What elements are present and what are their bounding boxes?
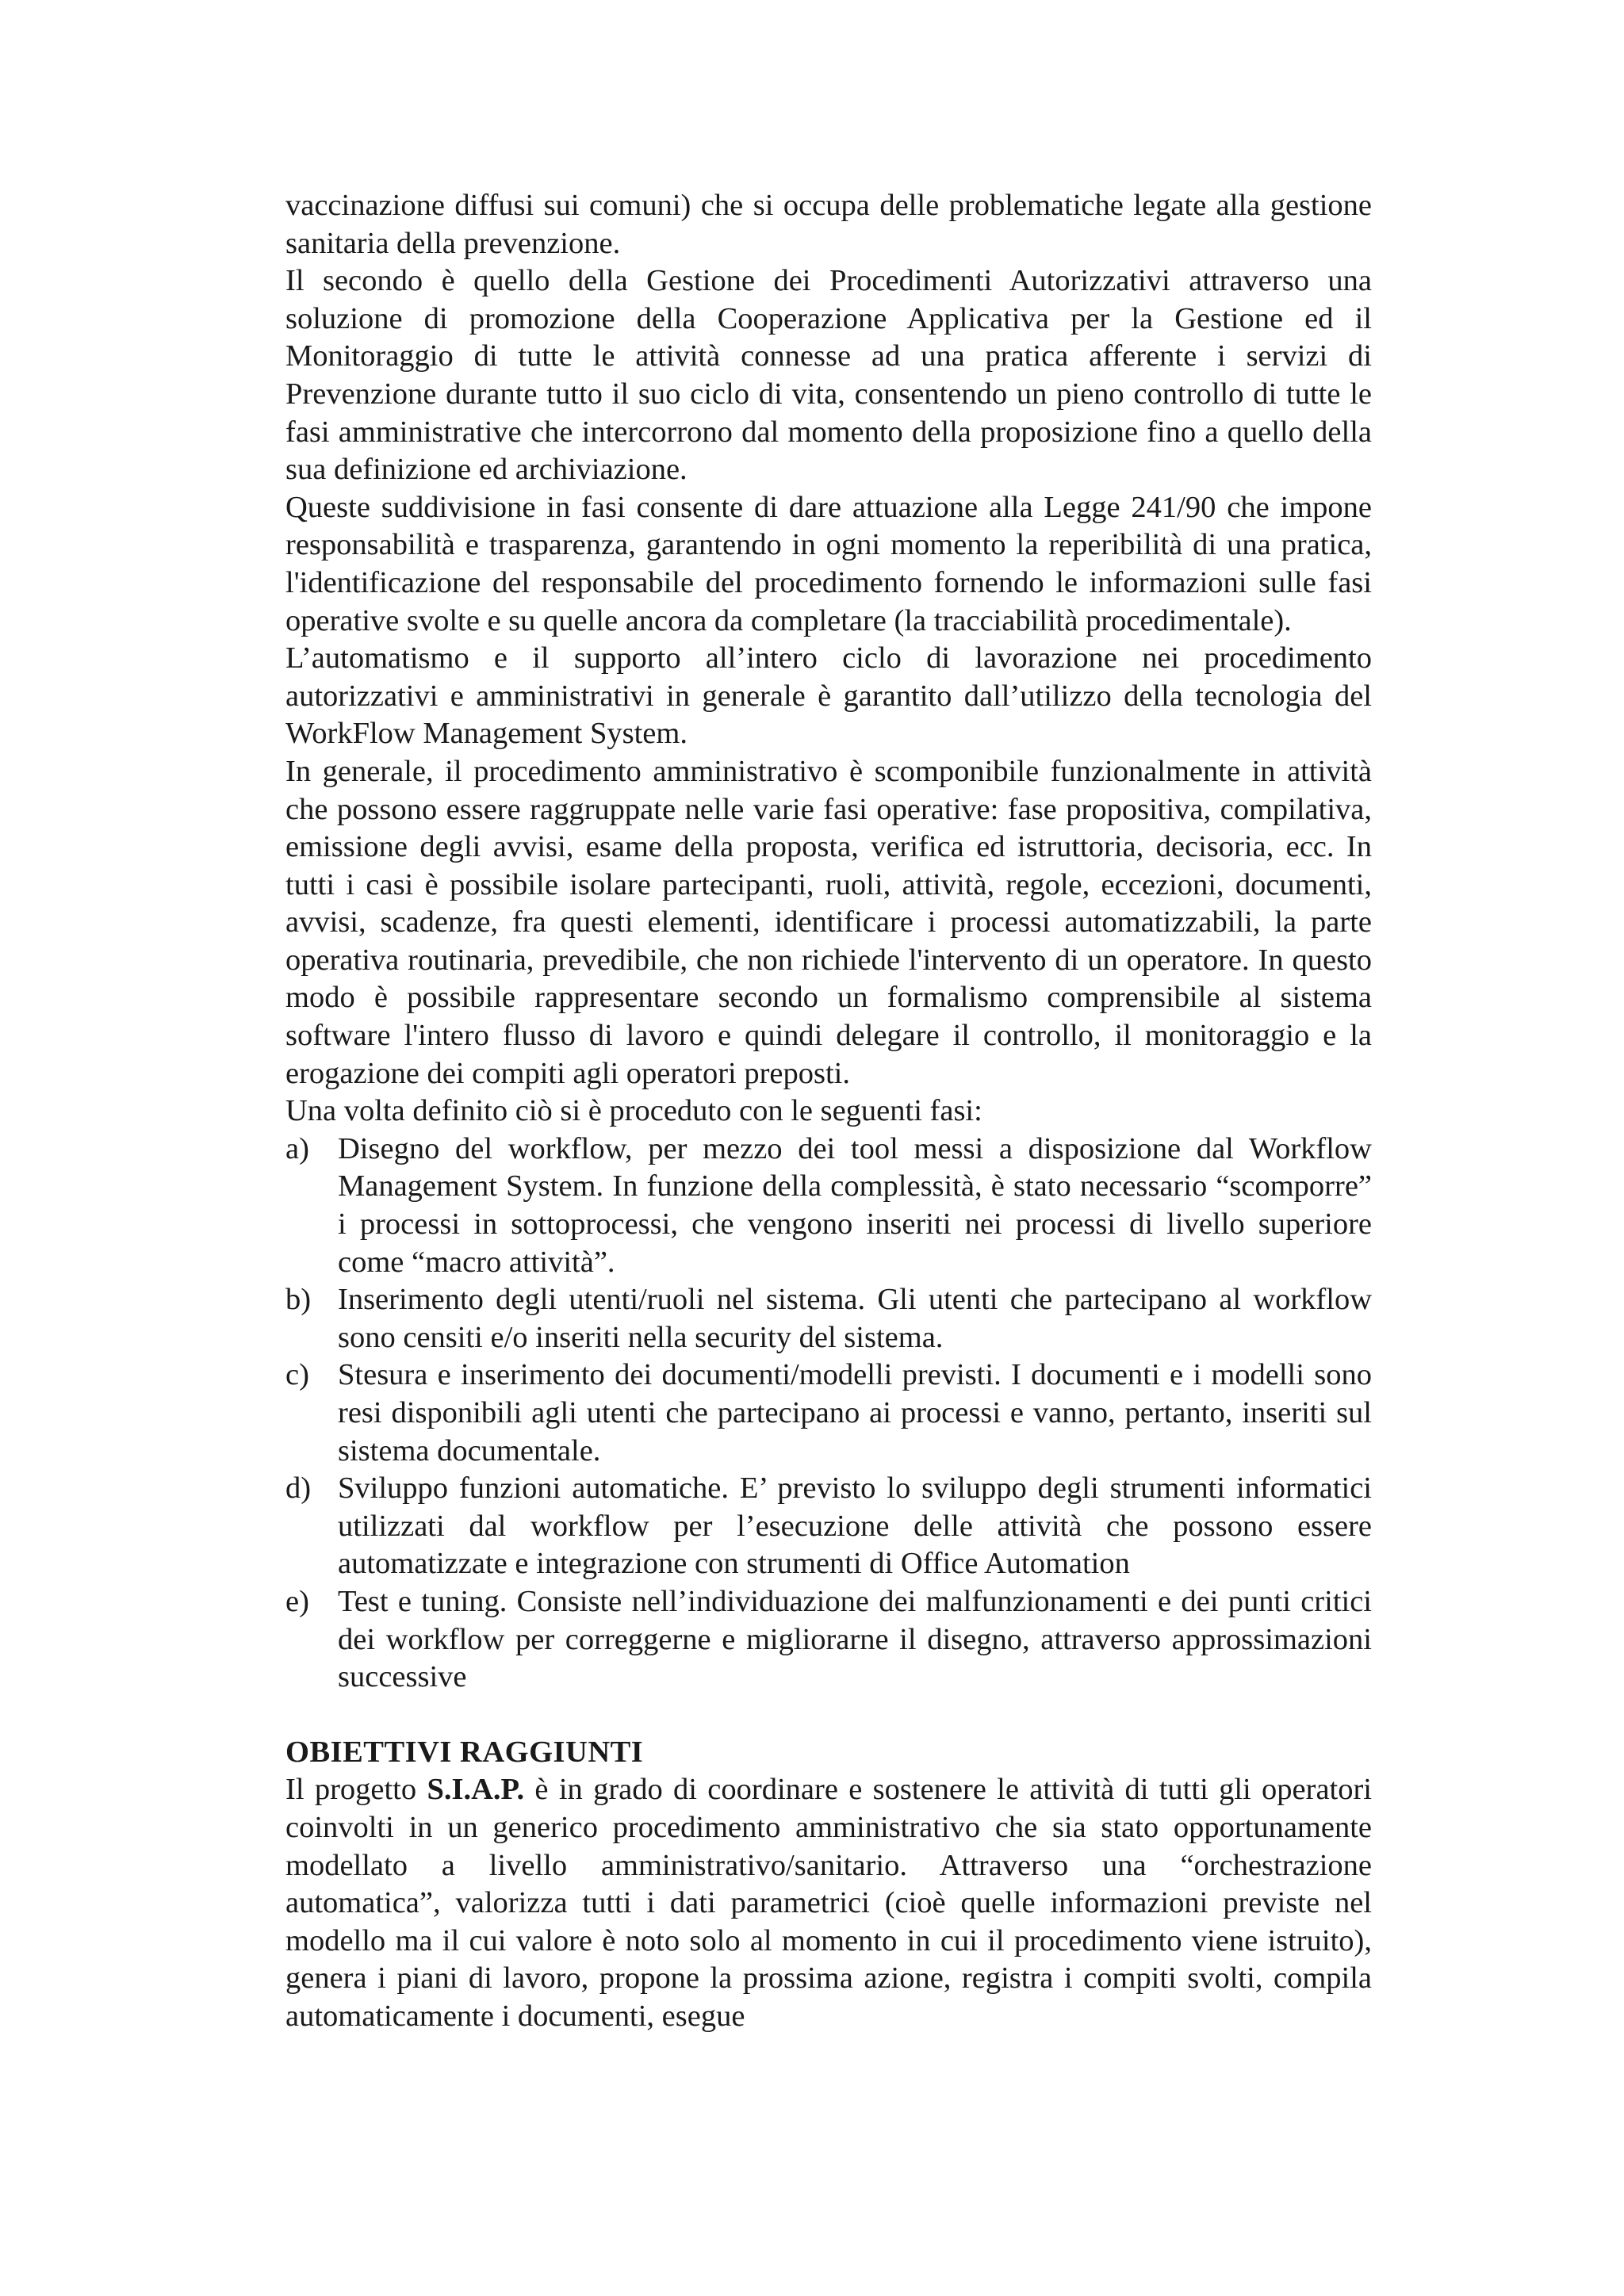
project-name: S.I.A.P. [427,1773,525,1807]
list-item [285,1131,1372,1281]
list-item-text: Test e tuning. Consiste nell’individuazione dei malfunzionamenti e dei punti critici dei workflow per correggerne e migliorarne il disegno, attraverso approssimazioni successive [338,1584,1372,1694]
paragraph-obiettivi-body: è in grado di coordinare e sostenere le attività di tutti gli operatori coinvolti in un generico procedimento amministrativo che sia stato opportunamente modellato a livello amministrativo/sanitario. Attraverso una “orchestrazione automatica”, valorizza tutti i dati parametrici (cioè quelle informazioni previste nel modello ma il cui valore è noto solo al momento in cui il procedimento viene istruito), genera i piani di lavoro, propone la prossima azione, registra i compiti svolti, compila automaticamente i documenti, esegue [285,1773,1372,2033]
list-marker: e) [285,1584,309,1618]
list-item-text: Stesura e inserimento dei documenti/modelli previsti. I documenti e i modelli sono resi disponibili agli utenti che partecipano ai processi e vanno, pertanto, inseriti sul sistema documentale. [338,1358,1372,1468]
list-item [285,1357,1372,1470]
list-item [285,1583,1372,1697]
document-page [285,187,1372,2036]
phases-list [285,1131,1372,1697]
paragraph-procedimento-amministrativo: In generale, il procedimento amministrativo è scomponibile funzionalmente in attività che possono essere raggruppate nelle varie fasi operative: fase propositiva, compilativa, emissione degli avvisi, esame della proposta, verifica ed istruttoria, decisoria, ecc. In tutti i casi è possibile isolare partecipanti, ruoli, attività, regole, eccezioni, documenti, avvisi, scadenze, fra questi elementi, identificare i processi automatizzabili, la parte operativa routinaria, prevedibile, che non richiede l'intervento di un operatore. In questo modo è possibile rappresentare secondo un formalismo comprensibile al sistema software l'intero flusso di lavoro e quindi delegare il controllo, il monitoraggio e la erogazione dei compiti agli operatori preposti. [285,754,1372,1090]
paragraph-procedimenti-autorizzativi: Il secondo è quello della Gestione dei Procedimenti Autorizzativi attraverso una soluzione di promozione della Cooperazione Applicativa per la Gestione ed il Monitoraggio di tutte le attività connesse ad una pratica afferente i servizi di Prevenzione durante tutto il suo ciclo di vita, consentendo un pieno controllo di tutte le fasi amministrative che intercorrono dal momento della proposizione fino a quello della sua definizione ed archiviazione. [285,264,1372,487]
paragraph-prevenzione: vaccinazione diffusi sui comuni) che si occupa delle problematiche legate alla gestione sanitaria della prevenzione. [285,189,1372,260]
paragraph-obiettivi-intro: Il progetto [285,1773,427,1807]
list-item [285,1470,1372,1583]
list-marker: a) [285,1131,309,1165]
list-marker: d) [285,1471,312,1506]
list-marker: b) [285,1283,312,1317]
list-item-text: Inserimento degli utenti/ruoli nel sistema. Gli utenti che partecipano al workflow sono censiti e/o inseriti nella security del sistema. [338,1283,1372,1354]
section-heading-obiettivi: OBIETTIVI RAGGIUNTI [285,1735,644,1769]
list-item [285,1281,1372,1357]
paragraph-legge-241-90: Queste suddivisione in fasi consente di dare attuazione alla Legge 241/90 che impone responsabilità e trasparenza, garantendo in ogni momento la reperibilità di una pratica, l'identificazione del responsabile del procedimento fornendo le informazioni sulle fasi operative svolte e su quelle ancora da completare (la tracciabilità procedimentale). [285,490,1372,637]
paragraph-workflow-management: L’automatismo e il supporto all’intero ciclo di lavorazione nei procedimento autorizzativi e amministrativi in generale è garantito dall’utilizzo della tecnologia del WorkFlow Management System. [285,641,1372,751]
paragraph-fasi-intro: Una volta definito ciò si è proceduto con le seguenti fasi: [285,1094,982,1128]
list-item-text: Disegno del workflow, per mezzo dei tool messi a disposizione dal Workflow Management System. In funzione della complessità, è stato necessario “scomporre” i processi in sottoprocessi, che vengono inseriti nei processi di livello superiore come “macro attività”. [338,1131,1372,1279]
paragraph-obiettivi [285,1771,1372,2035]
list-marker: c) [285,1358,309,1392]
list-item-text: Sviluppo funzioni automatiche. E’ previsto lo sviluppo degli strumenti informatici utilizzati dal workflow per l’esecuzione delle attività che possono essere automatizzate e integrazione con strumenti di Office Automation [338,1471,1372,1581]
